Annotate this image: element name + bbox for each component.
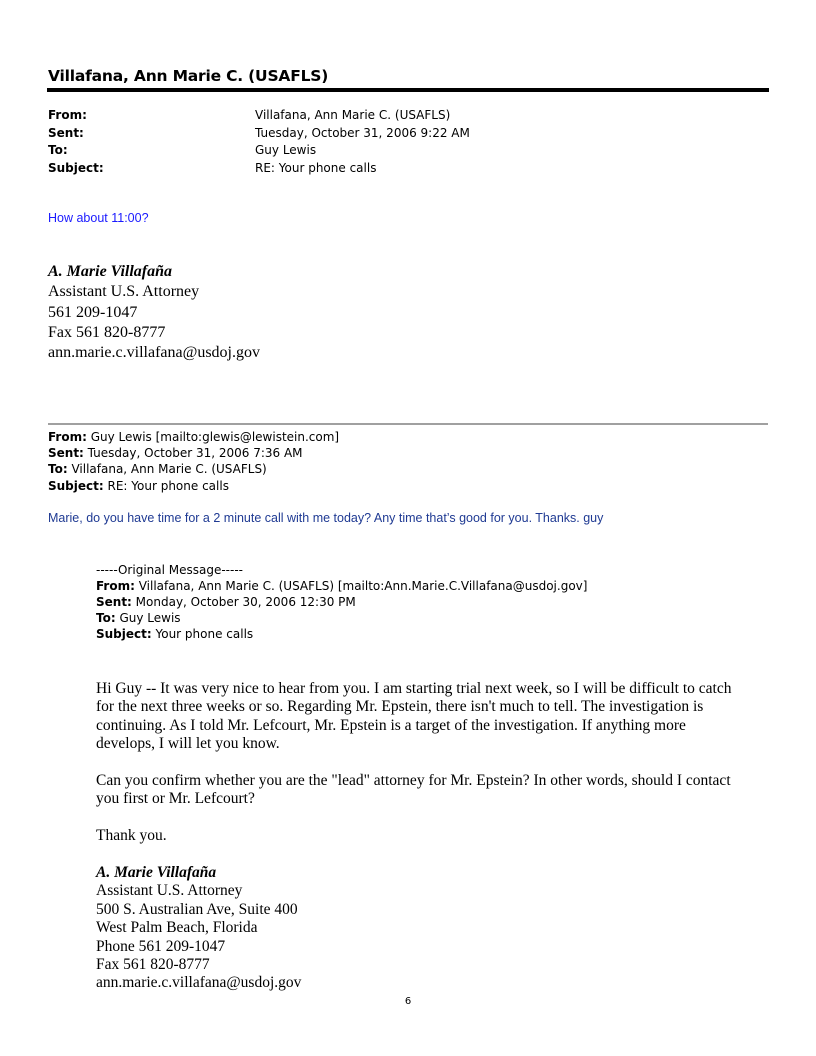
msg2-subject-value: RE: Your phone calls [103, 479, 229, 493]
orig-signature-block [96, 864, 301, 993]
orig-from-label: From: [96, 579, 135, 593]
signature-phone: 561 209-1047 [48, 303, 138, 321]
orig-paragraph-1-line: continuing. As I told Mr. Lefcourt, Mr. Epstein is a target of the investigation. If anything more [96, 716, 686, 734]
page-number: 6 [404, 996, 412, 1007]
orig-to-label: To: [96, 611, 116, 625]
orig-sent-row [96, 594, 356, 611]
original-message-marker: -----Original Message----- [96, 563, 243, 577]
orig-signature-phone: Phone 561 209-1047 [96, 937, 226, 955]
orig-paragraph-1-line: develops, I will let you know. [96, 735, 280, 753]
orig-signature-fax: Fax 561 820-8777 [96, 956, 210, 974]
msg2-subject-label: Subject: [48, 479, 104, 493]
signature-name: A. Marie Villafaña [48, 263, 173, 280]
orig-from-value: Villafana, Ann Marie C. (USAFLS) [mailto:Ann.Marie.C.Villafana@usdoj.gov] [134, 579, 588, 593]
orig-paragraph-1-line: Hi Guy -- It was very nice to hear from you. I am starting trial next week, so I will be difficult to catch [96, 680, 732, 697]
orig-signature-email: ann.marie.c.villafana@usdoj.gov [96, 974, 302, 992]
orig-subject-label: Subject: [96, 627, 152, 641]
header-sent-value: Tuesday, October 31, 2006 9:22 AM [255, 126, 470, 140]
email-title: Villafana, Ann Marie C. (USAFLS) [48, 67, 329, 85]
header-from-value: Villafana, Ann Marie C. (USAFLS) [255, 108, 451, 122]
msg2-subject-row [48, 478, 229, 495]
orig-paragraph-2-line: you first or Mr. Lefcourt? [96, 790, 255, 808]
orig-from-row [96, 578, 587, 595]
orig-paragraph-2 [96, 772, 766, 809]
orig-sent-value: Monday, October 30, 2006 12:30 PM [131, 595, 356, 609]
header-from-label: From: [48, 108, 87, 122]
header-sent-label: Sent: [48, 126, 84, 140]
orig-closing: Thank you. [96, 827, 167, 844]
signature-block [48, 262, 260, 363]
msg2-from-value: Guy Lewis [mailto:glewis@lewistein.com] [86, 430, 340, 444]
header-to-value: Guy Lewis [255, 143, 317, 157]
reply-body: How about 11:00? [48, 211, 149, 225]
orig-subject-value: Your phone calls [151, 627, 254, 641]
orig-to-row [96, 610, 181, 627]
signature-title: Assistant U.S. Attorney [48, 283, 200, 301]
orig-signature-address1: 500 S. Australian Ave, Suite 400 [96, 900, 298, 918]
msg2-to-row [48, 461, 267, 478]
header-to-label: To: [48, 143, 68, 157]
orig-paragraph-2-line: Can you confirm whether you are the "lead" attorney for Mr. Epstein? In other words, should I contact [96, 772, 731, 789]
msg2-body: Marie, do you have time for a 2 minute call with me today? Any time that’s good for you. Thanks. guy [48, 511, 604, 525]
orig-subject-row [96, 626, 253, 643]
msg2-sent-row [48, 445, 303, 462]
orig-signature-title: Assistant U.S. Attorney [96, 882, 243, 900]
header-subject-label: Subject: [48, 161, 104, 175]
orig-paragraph-1 [96, 680, 766, 754]
message-separator [48, 423, 768, 425]
header-subject-value: RE: Your phone calls [255, 161, 377, 175]
msg2-from-label: From: [48, 430, 87, 444]
orig-to-value: Guy Lewis [115, 611, 181, 625]
signature-email: ann.marie.c.villafana@usdoj.gov [48, 344, 260, 362]
orig-paragraph-1-line: for the next three weeks or so. Regarding Mr. Epstein, there isn't much to tell. The investigation is [96, 698, 704, 716]
orig-signature-address2: West Palm Beach, Florida [96, 919, 258, 937]
msg2-sent-value: Tuesday, October 31, 2006 7:36 AM [83, 446, 303, 460]
msg2-to-label: To: [48, 462, 68, 476]
msg2-from-row [48, 429, 339, 446]
msg2-to-value: Villafana, Ann Marie C. (USAFLS) [67, 462, 267, 476]
signature-fax: Fax 561 820-8777 [48, 323, 166, 341]
orig-signature-name: A. Marie Villafaña [96, 864, 217, 881]
msg2-sent-label: Sent: [48, 446, 84, 460]
orig-sent-label: Sent: [96, 595, 132, 609]
title-rule [47, 88, 769, 92]
